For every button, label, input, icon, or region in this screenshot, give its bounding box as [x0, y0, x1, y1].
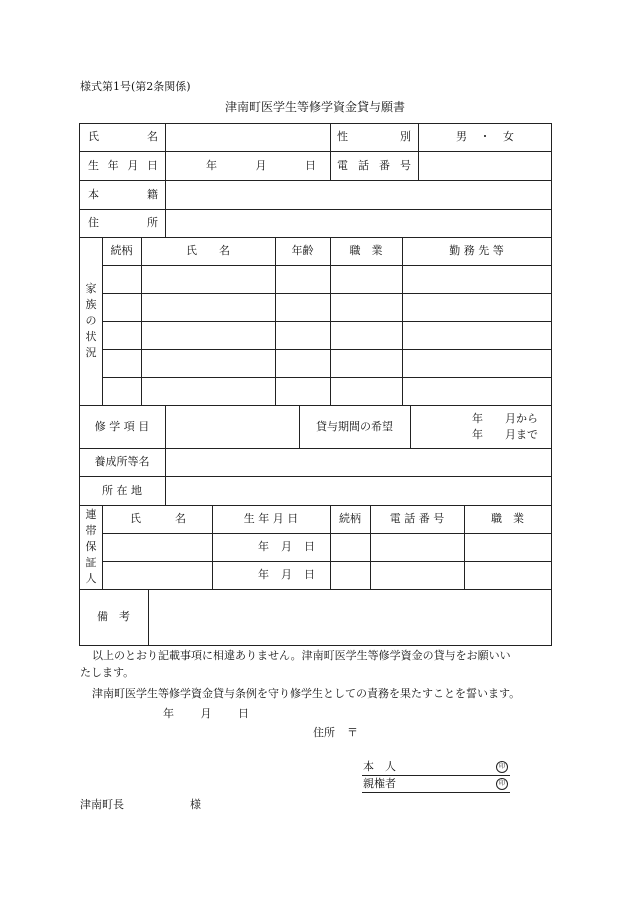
study-subject-label: 修 学 項 目	[94, 420, 150, 433]
study-subject-field[interactable]	[166, 406, 299, 448]
guarantor-col-phone: 電 話 番 号	[389, 512, 445, 525]
school-name-label: 養成所等名	[94, 455, 150, 468]
birth-date-label: 生 年 月 日	[88, 159, 158, 172]
birth-date-field[interactable]: 年 月 日	[206, 159, 316, 172]
signature-guardian-label: 親権者	[363, 777, 396, 790]
remarks-label: 備 考	[97, 610, 130, 623]
signature-self-label: 本 人	[363, 760, 396, 773]
school-name-field[interactable]	[166, 449, 551, 476]
guarantor-birth-date-field: 年 月 日	[258, 568, 315, 581]
seal-icon: 印	[496, 761, 508, 773]
joint-guarantor-label: 連 帯 保 証 人	[85, 508, 97, 585]
gender-options[interactable]: 男 ・ 女	[456, 130, 514, 143]
remarks-field[interactable]	[149, 590, 551, 645]
family-col-workplace: 勤 務 先 等	[449, 244, 504, 257]
pledge-text: 津南町医学生等修学資金貸与条例を守り修学生としての責務を果たすことを誓います。	[92, 687, 521, 700]
declaration-text-line2: たします。	[80, 666, 135, 679]
guarantor-row[interactable]	[103, 562, 551, 589]
gender-label: 性 別	[337, 130, 411, 143]
addressee-mayor: 津南町長	[80, 798, 124, 811]
addressee-honorific: 様	[190, 798, 201, 811]
family-col-age: 年齢	[291, 244, 314, 257]
loan-period-label: 貸与期間の希望	[316, 420, 393, 433]
name-label: 氏 名	[88, 130, 158, 143]
loan-period-to[interactable]: 年 月まで	[472, 428, 538, 441]
phone-field[interactable]	[419, 152, 551, 180]
family-row[interactable]	[103, 350, 551, 377]
guarantor-col-relation: 続柄	[339, 512, 361, 525]
family-row[interactable]	[103, 378, 551, 405]
family-col-occupation: 職 業	[349, 244, 383, 257]
family-col-relation: 続柄	[110, 244, 133, 257]
guarantor-col-birth-date: 生 年 月 日	[243, 512, 299, 525]
guarantor-row[interactable]	[103, 534, 551, 561]
domicile-field[interactable]	[166, 181, 551, 209]
seal-icon: 印	[496, 778, 508, 790]
domicile-label: 本 籍	[88, 188, 158, 201]
family-row[interactable]	[103, 266, 551, 293]
document-title: 津南町医学生等修学資金貸与願書	[224, 100, 405, 114]
address-field[interactable]	[166, 210, 551, 237]
postal-mark: 〒	[347, 726, 358, 739]
family-col-name: 氏 名	[186, 244, 230, 257]
school-location-field[interactable]	[166, 477, 551, 505]
name-field[interactable]	[166, 124, 330, 151]
family-status-label: 家 族 の 状 況	[85, 282, 97, 359]
address-label: 住 所	[88, 216, 158, 229]
declaration-text-line1: 以上のとおり記載事項に相違ありません。津南町医学生等修学資金の貸与をお願いい	[92, 649, 511, 662]
guarantor-col-occupation: 職 業	[491, 512, 524, 525]
phone-label: 電 話 番 号	[337, 159, 411, 172]
loan-period-from[interactable]: 年 月から	[472, 412, 538, 425]
guarantor-birth-date-field: 年 月 日	[258, 540, 315, 553]
form-number: 様式第1号(第2条関係)	[80, 80, 191, 93]
family-row[interactable]	[103, 322, 551, 349]
guarantor-col-name: 氏 名	[130, 512, 186, 525]
school-location-label: 所 在 地	[102, 484, 142, 497]
applicant-address-label: 住所	[313, 726, 335, 739]
application-date[interactable]: 年 月 日	[163, 707, 249, 720]
family-row[interactable]	[103, 294, 551, 321]
